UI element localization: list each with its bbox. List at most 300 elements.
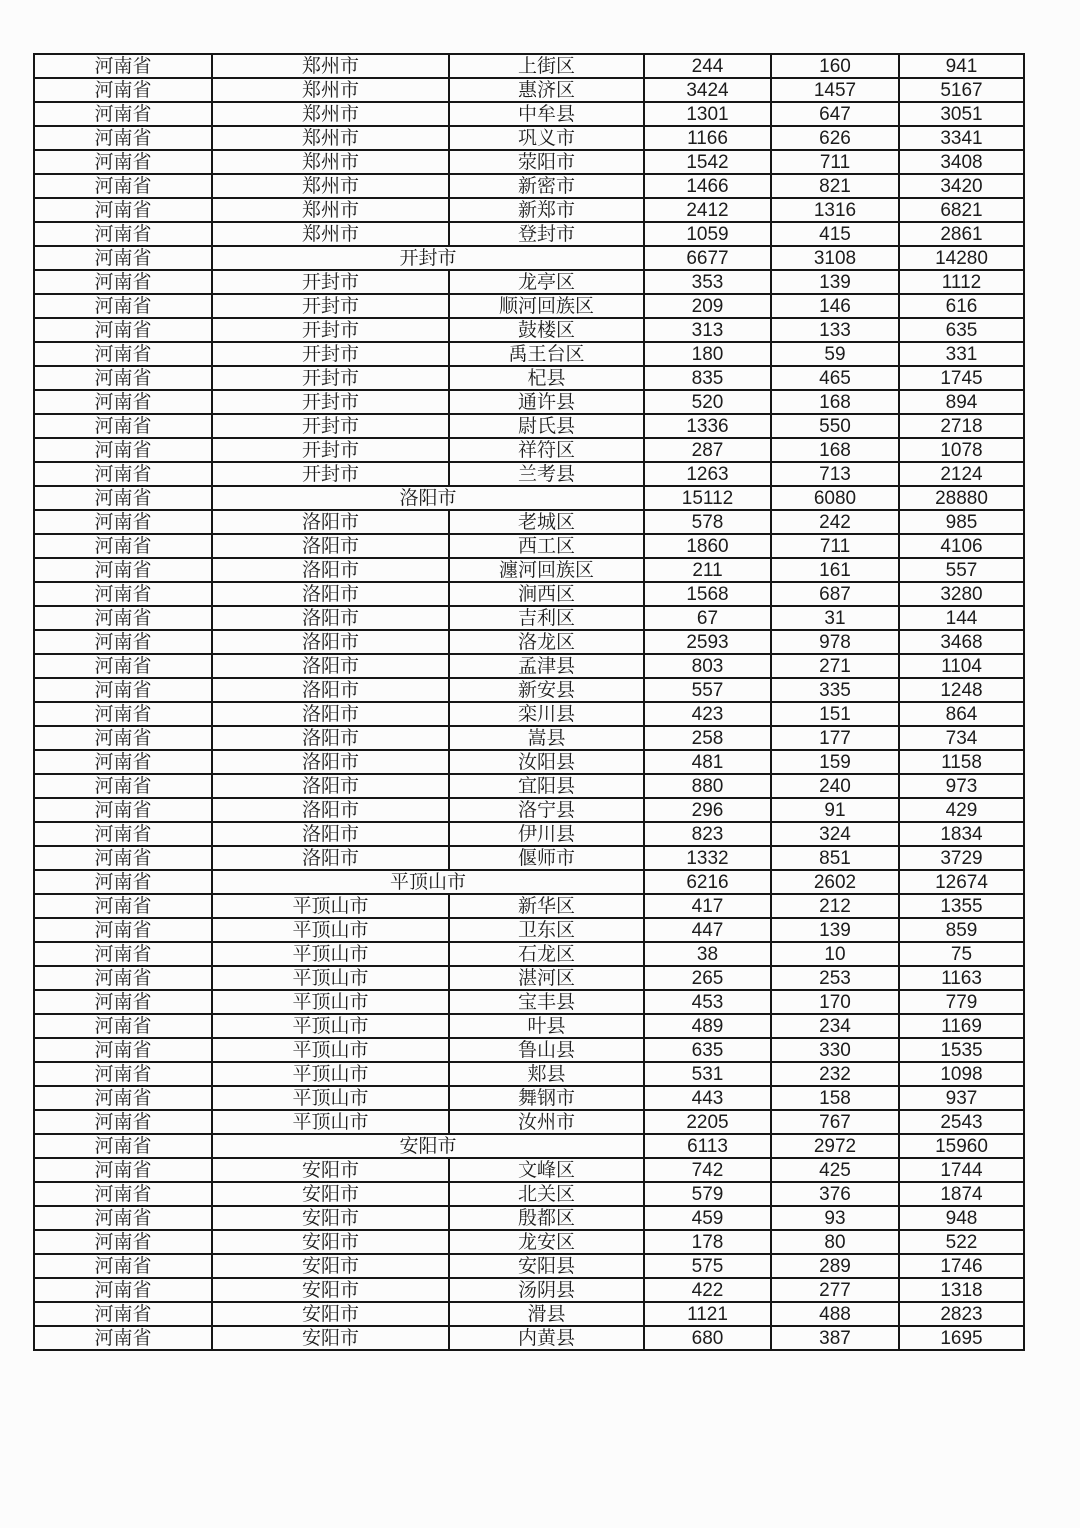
value-cell: 429 (899, 798, 1024, 822)
city-cell: 开封市 (212, 462, 449, 486)
district-cell: 宜阳县 (449, 774, 644, 798)
district-row (34, 318, 1024, 342)
value-cell: 447 (644, 918, 771, 942)
city-summary-cell: 平顶山市 (212, 870, 644, 894)
value-cell: 258 (644, 726, 771, 750)
district-cell: 杞县 (449, 366, 644, 390)
district-row (34, 534, 1024, 558)
value-cell: 880 (644, 774, 771, 798)
district-cell: 涧西区 (449, 582, 644, 606)
district-cell: 新郑市 (449, 198, 644, 222)
district-cell: 鲁山县 (449, 1038, 644, 1062)
value-cell: 1104 (899, 654, 1024, 678)
value-cell: 1834 (899, 822, 1024, 846)
value-cell: 265 (644, 966, 771, 990)
city-cell: 洛阳市 (212, 750, 449, 774)
district-cell: 惠济区 (449, 78, 644, 102)
value-cell: 422 (644, 1278, 771, 1302)
city-cell: 郑州市 (212, 54, 449, 78)
district-cell: 滑县 (449, 1302, 644, 1326)
province-cell: 河南省 (34, 54, 212, 78)
province-cell: 河南省 (34, 654, 212, 678)
value-cell: 489 (644, 1014, 771, 1038)
value-cell: 520 (644, 390, 771, 414)
province-cell: 河南省 (34, 174, 212, 198)
district-row (34, 990, 1024, 1014)
value-cell: 91 (771, 798, 899, 822)
value-cell: 4106 (899, 534, 1024, 558)
province-cell: 河南省 (34, 1254, 212, 1278)
province-cell: 河南省 (34, 486, 212, 510)
district-row (34, 294, 1024, 318)
value-cell: 1457 (771, 78, 899, 102)
value-cell: 38 (644, 942, 771, 966)
value-cell: 3729 (899, 846, 1024, 870)
province-cell: 河南省 (34, 1134, 212, 1158)
district-cell: 祥符区 (449, 438, 644, 462)
value-cell: 1121 (644, 1302, 771, 1326)
district-row (34, 54, 1024, 78)
city-cell: 郑州市 (212, 102, 449, 126)
district-row (34, 750, 1024, 774)
value-cell: 1466 (644, 174, 771, 198)
value-cell: 10 (771, 942, 899, 966)
district-row (34, 1062, 1024, 1086)
value-cell: 1316 (771, 198, 899, 222)
city-cell: 平顶山市 (212, 918, 449, 942)
province-cell: 河南省 (34, 582, 212, 606)
value-cell: 12674 (899, 870, 1024, 894)
district-cell: 上街区 (449, 54, 644, 78)
value-cell: 253 (771, 966, 899, 990)
district-cell: 偃师市 (449, 846, 644, 870)
value-cell: 767 (771, 1110, 899, 1134)
district-row (34, 846, 1024, 870)
province-cell: 河南省 (34, 510, 212, 534)
city-cell: 安阳市 (212, 1302, 449, 1326)
city-cell: 洛阳市 (212, 534, 449, 558)
city-cell: 开封市 (212, 318, 449, 342)
value-cell: 973 (899, 774, 1024, 798)
district-row (34, 1254, 1024, 1278)
district-row (34, 1086, 1024, 1110)
city-cell: 洛阳市 (212, 678, 449, 702)
city-cell: 平顶山市 (212, 894, 449, 918)
city-cell: 平顶山市 (212, 1014, 449, 1038)
value-cell: 2972 (771, 1134, 899, 1158)
province-cell: 河南省 (34, 342, 212, 366)
value-cell: 177 (771, 726, 899, 750)
province-cell: 河南省 (34, 966, 212, 990)
province-cell: 河南省 (34, 726, 212, 750)
value-cell: 459 (644, 1206, 771, 1230)
city-cell: 洛阳市 (212, 510, 449, 534)
city-cell: 安阳市 (212, 1182, 449, 1206)
district-row (34, 774, 1024, 798)
district-cell: 卫东区 (449, 918, 644, 942)
city-cell: 郑州市 (212, 174, 449, 198)
city-cell: 郑州市 (212, 126, 449, 150)
city-cell: 平顶山市 (212, 966, 449, 990)
value-cell: 937 (899, 1086, 1024, 1110)
value-cell: 1301 (644, 102, 771, 126)
district-cell: 新安县 (449, 678, 644, 702)
district-cell: 安阳县 (449, 1254, 644, 1278)
district-cell: 汤阴县 (449, 1278, 644, 1302)
value-cell: 139 (771, 918, 899, 942)
value-cell: 3108 (771, 246, 899, 270)
value-cell: 711 (771, 150, 899, 174)
value-cell: 296 (644, 798, 771, 822)
value-cell: 242 (771, 510, 899, 534)
city-summary-row (34, 246, 1024, 270)
value-cell: 803 (644, 654, 771, 678)
value-cell: 133 (771, 318, 899, 342)
district-row (34, 678, 1024, 702)
value-cell: 948 (899, 1206, 1024, 1230)
province-cell: 河南省 (34, 150, 212, 174)
value-cell: 15112 (644, 486, 771, 510)
value-cell: 313 (644, 318, 771, 342)
district-cell: 鼓楼区 (449, 318, 644, 342)
value-cell: 178 (644, 1230, 771, 1254)
value-cell: 713 (771, 462, 899, 486)
value-cell: 6821 (899, 198, 1024, 222)
value-cell: 15960 (899, 1134, 1024, 1158)
province-cell: 河南省 (34, 102, 212, 126)
value-cell: 1059 (644, 222, 771, 246)
district-row (34, 1230, 1024, 1254)
district-row (34, 1326, 1024, 1350)
district-row (34, 1110, 1024, 1134)
district-row (34, 174, 1024, 198)
province-cell: 河南省 (34, 894, 212, 918)
district-cell: 西工区 (449, 534, 644, 558)
value-cell: 144 (899, 606, 1024, 630)
value-cell: 180 (644, 342, 771, 366)
province-cell: 河南省 (34, 318, 212, 342)
value-cell: 3341 (899, 126, 1024, 150)
province-cell: 河南省 (34, 1014, 212, 1038)
district-cell: 孟津县 (449, 654, 644, 678)
value-cell: 425 (771, 1158, 899, 1182)
district-row (34, 150, 1024, 174)
value-cell: 212 (771, 894, 899, 918)
value-cell: 3051 (899, 102, 1024, 126)
city-cell: 平顶山市 (212, 1038, 449, 1062)
value-cell: 6216 (644, 870, 771, 894)
value-cell: 2593 (644, 630, 771, 654)
value-cell: 1112 (899, 270, 1024, 294)
value-cell: 2602 (771, 870, 899, 894)
value-cell: 1332 (644, 846, 771, 870)
value-cell: 170 (771, 990, 899, 1014)
province-cell: 河南省 (34, 798, 212, 822)
district-cell: 叶县 (449, 1014, 644, 1038)
city-cell: 开封市 (212, 390, 449, 414)
district-cell: 瀍河回族区 (449, 558, 644, 582)
district-cell: 郏县 (449, 1062, 644, 1086)
district-row (34, 654, 1024, 678)
district-row (34, 462, 1024, 486)
district-cell: 嵩县 (449, 726, 644, 750)
city-cell: 开封市 (212, 438, 449, 462)
value-cell: 626 (771, 126, 899, 150)
city-cell: 开封市 (212, 342, 449, 366)
value-cell: 168 (771, 390, 899, 414)
district-row (34, 630, 1024, 654)
city-cell: 洛阳市 (212, 606, 449, 630)
value-cell: 1098 (899, 1062, 1024, 1086)
district-cell: 中牟县 (449, 102, 644, 126)
value-cell: 244 (644, 54, 771, 78)
city-cell: 开封市 (212, 366, 449, 390)
city-cell: 平顶山市 (212, 1086, 449, 1110)
value-cell: 335 (771, 678, 899, 702)
province-cell: 河南省 (34, 1086, 212, 1110)
district-row (34, 102, 1024, 126)
district-cell: 洛宁县 (449, 798, 644, 822)
district-cell: 禹王台区 (449, 342, 644, 366)
district-cell: 栾川县 (449, 702, 644, 726)
value-cell: 488 (771, 1302, 899, 1326)
value-cell: 647 (771, 102, 899, 126)
value-cell: 1318 (899, 1278, 1024, 1302)
value-cell: 423 (644, 702, 771, 726)
value-cell: 941 (899, 54, 1024, 78)
province-cell: 河南省 (34, 390, 212, 414)
value-cell: 1263 (644, 462, 771, 486)
district-row (34, 582, 1024, 606)
table-body (34, 54, 1024, 1350)
value-cell: 240 (771, 774, 899, 798)
value-cell: 2124 (899, 462, 1024, 486)
district-cell: 宝丰县 (449, 990, 644, 1014)
city-cell: 洛阳市 (212, 558, 449, 582)
district-cell: 兰考县 (449, 462, 644, 486)
value-cell: 376 (771, 1182, 899, 1206)
value-cell: 481 (644, 750, 771, 774)
district-row (34, 366, 1024, 390)
district-row (34, 1158, 1024, 1182)
value-cell: 1874 (899, 1182, 1024, 1206)
value-cell: 1745 (899, 366, 1024, 390)
value-cell: 635 (644, 1038, 771, 1062)
value-cell: 557 (644, 678, 771, 702)
city-summary-cell: 洛阳市 (212, 486, 644, 510)
district-row (34, 270, 1024, 294)
district-row (34, 222, 1024, 246)
city-cell: 洛阳市 (212, 654, 449, 678)
value-cell: 161 (771, 558, 899, 582)
value-cell: 1166 (644, 126, 771, 150)
city-cell: 郑州市 (212, 78, 449, 102)
value-cell: 443 (644, 1086, 771, 1110)
district-row (34, 702, 1024, 726)
district-cell: 通许县 (449, 390, 644, 414)
province-cell: 河南省 (34, 702, 212, 726)
value-cell: 2205 (644, 1110, 771, 1134)
city-cell: 开封市 (212, 270, 449, 294)
district-cell: 吉利区 (449, 606, 644, 630)
value-cell: 5167 (899, 78, 1024, 102)
city-cell: 安阳市 (212, 1326, 449, 1350)
value-cell: 851 (771, 846, 899, 870)
district-cell: 湛河区 (449, 966, 644, 990)
city-cell: 洛阳市 (212, 846, 449, 870)
value-cell: 6677 (644, 246, 771, 270)
district-row (34, 966, 1024, 990)
value-cell: 1535 (899, 1038, 1024, 1062)
district-row (34, 414, 1024, 438)
value-cell: 2823 (899, 1302, 1024, 1326)
value-cell: 28880 (899, 486, 1024, 510)
city-summary-row (34, 870, 1024, 894)
value-cell: 6080 (771, 486, 899, 510)
value-cell: 146 (771, 294, 899, 318)
city-cell: 平顶山市 (212, 1062, 449, 1086)
value-cell: 3468 (899, 630, 1024, 654)
city-cell: 平顶山市 (212, 942, 449, 966)
province-cell: 河南省 (34, 462, 212, 486)
value-cell: 2412 (644, 198, 771, 222)
value-cell: 835 (644, 366, 771, 390)
value-cell: 522 (899, 1230, 1024, 1254)
value-cell: 531 (644, 1062, 771, 1086)
value-cell: 232 (771, 1062, 899, 1086)
district-cell: 文峰区 (449, 1158, 644, 1182)
district-cell: 殷都区 (449, 1206, 644, 1230)
district-cell: 登封市 (449, 222, 644, 246)
value-cell: 158 (771, 1086, 899, 1110)
city-cell: 安阳市 (212, 1158, 449, 1182)
value-cell: 1336 (644, 414, 771, 438)
value-cell: 1542 (644, 150, 771, 174)
province-cell: 河南省 (34, 222, 212, 246)
value-cell: 287 (644, 438, 771, 462)
city-cell: 郑州市 (212, 222, 449, 246)
province-cell: 河南省 (34, 246, 212, 270)
city-cell: 平顶山市 (212, 990, 449, 1014)
district-row (34, 438, 1024, 462)
value-cell: 864 (899, 702, 1024, 726)
province-cell: 河南省 (34, 438, 212, 462)
district-cell: 巩义市 (449, 126, 644, 150)
value-cell: 711 (771, 534, 899, 558)
value-cell: 209 (644, 294, 771, 318)
district-cell: 北关区 (449, 1182, 644, 1206)
district-cell: 新华区 (449, 894, 644, 918)
city-summary-cell: 安阳市 (212, 1134, 644, 1158)
district-cell: 舞钢市 (449, 1086, 644, 1110)
city-cell: 安阳市 (212, 1254, 449, 1278)
province-cell: 河南省 (34, 126, 212, 150)
province-cell: 河南省 (34, 78, 212, 102)
district-row (34, 78, 1024, 102)
city-cell: 洛阳市 (212, 726, 449, 750)
province-cell: 河南省 (34, 942, 212, 966)
province-cell: 河南省 (34, 918, 212, 942)
value-cell: 353 (644, 270, 771, 294)
province-cell: 河南省 (34, 846, 212, 870)
city-cell: 开封市 (212, 294, 449, 318)
province-cell: 河南省 (34, 1326, 212, 1350)
value-cell: 67 (644, 606, 771, 630)
district-cell: 荥阳市 (449, 150, 644, 174)
value-cell: 271 (771, 654, 899, 678)
value-cell: 59 (771, 342, 899, 366)
district-row (34, 342, 1024, 366)
value-cell: 387 (771, 1326, 899, 1350)
province-cell: 河南省 (34, 270, 212, 294)
district-row (34, 798, 1024, 822)
province-cell: 河南省 (34, 294, 212, 318)
province-cell: 河南省 (34, 1302, 212, 1326)
district-row (34, 1182, 1024, 1206)
value-cell: 3420 (899, 174, 1024, 198)
value-cell: 687 (771, 582, 899, 606)
value-cell: 578 (644, 510, 771, 534)
province-cell: 河南省 (34, 414, 212, 438)
province-cell: 河南省 (34, 1230, 212, 1254)
value-cell: 234 (771, 1014, 899, 1038)
value-cell: 616 (899, 294, 1024, 318)
value-cell: 277 (771, 1278, 899, 1302)
value-cell: 331 (899, 342, 1024, 366)
district-cell: 石龙区 (449, 942, 644, 966)
value-cell: 579 (644, 1182, 771, 1206)
value-cell: 80 (771, 1230, 899, 1254)
value-cell: 1078 (899, 438, 1024, 462)
value-cell: 635 (899, 318, 1024, 342)
district-row (34, 822, 1024, 846)
value-cell: 3280 (899, 582, 1024, 606)
region-statistics-table (33, 53, 1025, 1351)
district-cell: 内黄县 (449, 1326, 644, 1350)
value-cell: 330 (771, 1038, 899, 1062)
district-row (34, 894, 1024, 918)
value-cell: 417 (644, 894, 771, 918)
district-cell: 新密市 (449, 174, 644, 198)
value-cell: 859 (899, 918, 1024, 942)
province-cell: 河南省 (34, 750, 212, 774)
district-row (34, 1206, 1024, 1230)
value-cell: 821 (771, 174, 899, 198)
value-cell: 168 (771, 438, 899, 462)
value-cell: 3408 (899, 150, 1024, 174)
value-cell: 823 (644, 822, 771, 846)
province-cell: 河南省 (34, 774, 212, 798)
value-cell: 2861 (899, 222, 1024, 246)
district-row (34, 1278, 1024, 1302)
city-cell: 安阳市 (212, 1278, 449, 1302)
value-cell: 680 (644, 1326, 771, 1350)
value-cell: 159 (771, 750, 899, 774)
value-cell: 289 (771, 1254, 899, 1278)
value-cell: 6113 (644, 1134, 771, 1158)
value-cell: 779 (899, 990, 1024, 1014)
province-cell: 河南省 (34, 558, 212, 582)
province-cell: 河南省 (34, 534, 212, 558)
value-cell: 1158 (899, 750, 1024, 774)
city-cell: 洛阳市 (212, 630, 449, 654)
province-cell: 河南省 (34, 822, 212, 846)
city-cell: 开封市 (212, 414, 449, 438)
value-cell: 575 (644, 1254, 771, 1278)
province-cell: 河南省 (34, 990, 212, 1014)
value-cell: 453 (644, 990, 771, 1014)
district-row (34, 198, 1024, 222)
